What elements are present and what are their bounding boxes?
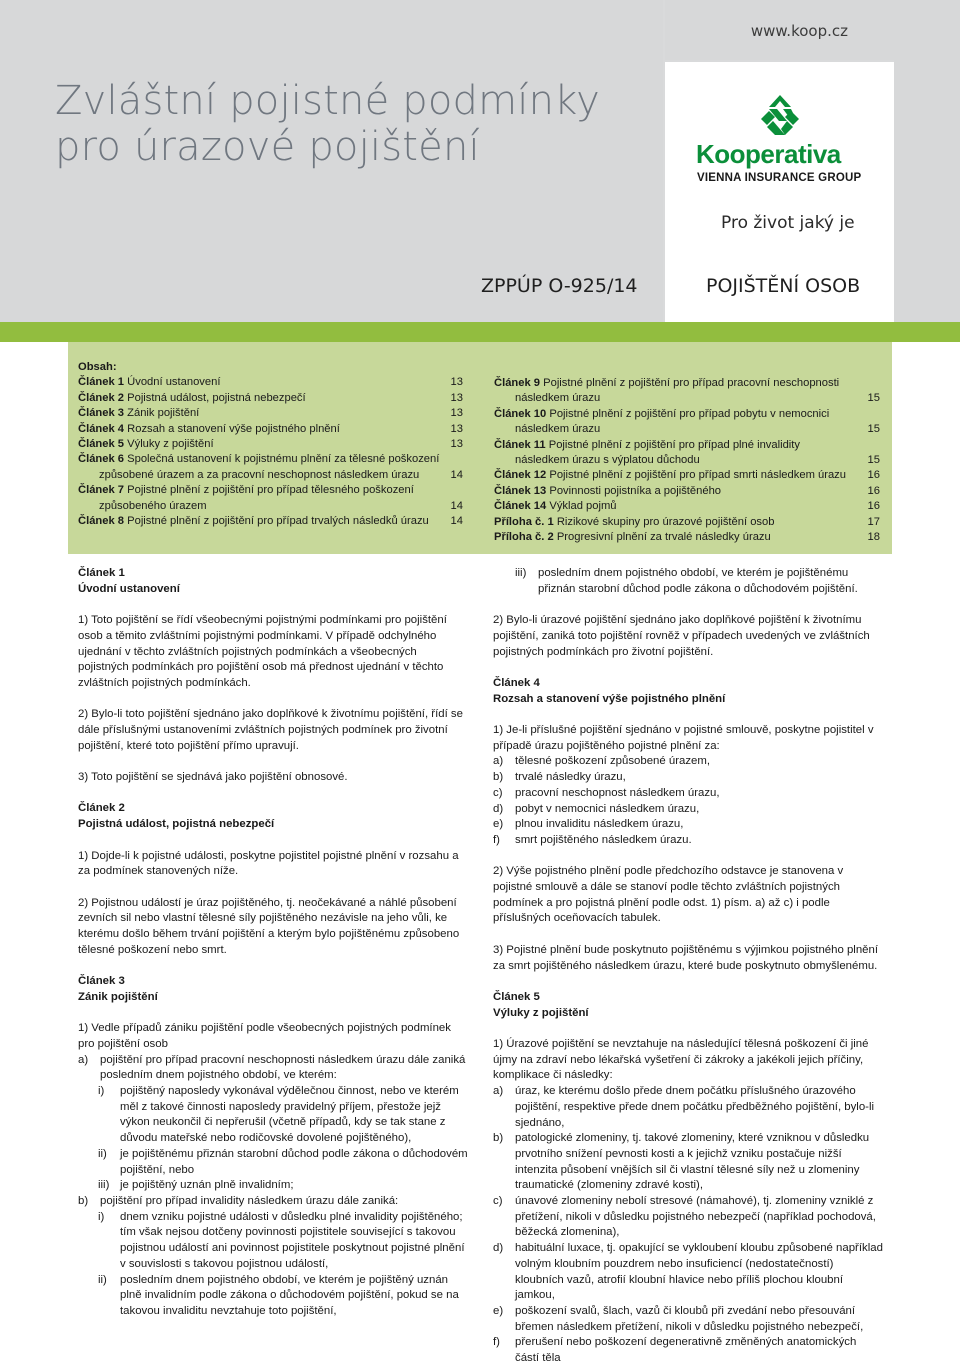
toc-page-number: 13: [450, 438, 463, 451]
logo-wordmark: Kooperativa: [696, 139, 841, 169]
toc-entry-key: Článek 8: [78, 515, 125, 528]
toc-right-column: [494, 376, 880, 545]
toc-page-number: 16: [867, 469, 880, 482]
toc-entry[interactable]: [494, 515, 880, 530]
toc-entry[interactable]: [494, 499, 880, 514]
article-2-heading: Pojistná událost, pojistná nebezpečí: [78, 818, 275, 831]
article-2-number: Článek 2: [78, 802, 125, 815]
article-4-paragraph: 3) Pojistné plnění bude poskytnuto pojištěnému s výjimkou pojistného plnění za smrt pojištěného následkem úrazu, které bude poskytnuto obmyšlenému.: [493, 943, 878, 972]
toc-entry[interactable]: [78, 391, 463, 406]
list-item: e) plnou invaliditu následkem úrazu,: [493, 818, 684, 831]
article-4-heading: Rozsah a stanovení výše pojistného plnění: [493, 692, 726, 705]
article-2-paragraph: 2) Pojistnou událostí je úraz pojištěného, tj. neočekávané a náhlé působení zevních sil nebo vlastní tělesné síly pojištěného nezávisle na jeho vůli, ke kterému došlo během trvání pojištění a kterým bylo pojištěnému způsobeno tělesné poškození nebo smrt.: [78, 896, 460, 956]
list-item: c) pracovní neschopnost následkem úrazu,: [493, 786, 720, 799]
toc-entry-title-cont: následkem úrazu: [515, 423, 601, 436]
toc-entry-title: Výklad pojmů: [549, 500, 617, 513]
toc-entry-title: Zánik pojištění: [127, 407, 200, 420]
toc-entry-title: Pojistné plnění z pojištění pro případ plné invalidity: [548, 438, 800, 451]
list-item: a) tělesné poškození způsobené úrazem,: [493, 755, 711, 768]
green-divider-bar: [0, 322, 960, 342]
document-code: ZPPÚP O-925/14: [481, 275, 638, 297]
list-item: d) habituální luxace, tj. opakující se vykloubení kloubu způsobené například volným kloubním pouzdrem nebo insuficiencí (nedostatečností) kloubních vazů, atrofií kloubní hlavice nebo příliš plochou kloubní jamkou,: [493, 1242, 883, 1302]
body-right-column: [493, 566, 883, 1367]
toc-entry[interactable]: [494, 468, 880, 483]
toc-entry-title: Povinnosti pojistníka a pojištěného: [549, 484, 722, 497]
toc-entry-title: Rizikové skupiny pro úrazové pojištění osob: [556, 515, 775, 528]
title-line-2: pro úrazové pojištění: [55, 124, 480, 170]
toc-entry[interactable]: [78, 437, 463, 452]
toc-entry-key: Článek 4: [78, 422, 125, 435]
toc-page-number: 18: [867, 531, 880, 544]
list-item: i) dnem vzniku pojistné události v důsledku plné invalidity pojištěného; tím však nejsou dotčeny povinnosti pojistitele související s takovou pojistnou událostí ani povinnost pojistitele poskytnout pojistné plnění v souvislosti s takovou pojistnou událostí,: [98, 1210, 465, 1270]
toc-entry-key: Článek 11: [494, 438, 546, 451]
toc-page-number: 16: [867, 484, 880, 497]
toc-page-number: 13: [450, 407, 463, 420]
article-3-paragraph: 2) Bylo-li úrazové pojištění sjednáno jako doplňkové pojištění k životnímu pojištění, zaniká toto pojištění rovněž v případech uvedených ve zvláštních pojistných podmínkách pro životní pojištění.: [493, 614, 870, 658]
toc-page-number: 13: [450, 422, 463, 435]
toc-page-number: 13: [450, 376, 463, 389]
toc-page-number: 13: [450, 391, 463, 404]
toc-entry[interactable]: [78, 483, 463, 514]
article-2-paragraph: 1) Dojde-li k pojistné události, poskytne pojistitel pojistné plnění v rozsahu a za podmínek stanovených níže.: [78, 849, 459, 878]
article-4-number: Článek 4: [493, 676, 540, 689]
page-header: [0, 0, 960, 322]
article-5-number: Článek 5: [493, 990, 540, 1003]
list-item: f) přerušení nebo poškození degenerativně změněných anatomických částí těla: [493, 1336, 857, 1365]
toc-entry-key: Článek 6: [78, 453, 125, 466]
article-4-paragraph: 1) Je-li příslušné pojištění sjednáno v pojistné smlouvě, poskytne pojistitel v případě úrazu pojištěného pojistné plnění za:: [493, 723, 874, 752]
table-of-contents: [68, 342, 892, 554]
toc-entry-title: Pojistné plnění z pojištění pro případ smrti následkem úrazu: [549, 469, 846, 482]
list-item: b) pojištění pro případ invalidity následkem úrazu dále zaniká:: [78, 1195, 399, 1207]
header-right-strip: [894, 0, 960, 322]
list-item: iii) posledním dnem pojistného období, ve kterém je pojištěnému přiznán starobní důchod podle zákona o důchodovém pojištění.: [515, 567, 858, 595]
toc-page-number: 14: [450, 468, 463, 481]
toc-entry-key: Článek 1: [78, 376, 125, 389]
article-3-paragraph: 1) Vedle případů zániku pojištění podle všeobecných pojistných podmínek pro pojištění osob: [78, 1022, 451, 1050]
toc-entry-title: Pojistná událost, pojistná nebezpečí: [127, 391, 306, 404]
list-item: iii) je pojištěný uznán plně invalidním;: [98, 1179, 294, 1192]
toc-page-number: 15: [867, 423, 880, 436]
toc-left-column: [78, 360, 463, 529]
list-item: a) pojištění pro případ pracovní neschopnosti následkem úrazu dále zaniká posledním dnem pojistného období, ve kterém:: [78, 1053, 466, 1082]
toc-entry-title: Společná ustanovení k pojistnému plnění za tělesné poškození: [127, 453, 440, 466]
toc-entry-key: Článek 10: [494, 407, 547, 420]
logo-subtitle: VIENNA INSURANCE GROUP: [697, 172, 862, 184]
slogan: Pro život jaký je: [721, 213, 855, 233]
toc-entry-key: Článek 14: [494, 500, 547, 513]
toc-entry-title: Progresivní plnění za trvalé následky úrazu: [556, 531, 771, 544]
list-item: a) úraz, ke kterému došlo přede dnem počátku příslušného úrazového pojištění, respektive přede dnem počátku předběžného pojištění, bylo-li sjednáno,: [493, 1085, 875, 1129]
toc-entry-title: Pojistné plnění z pojištění pro případ tělesného poškození: [127, 484, 414, 497]
toc-entry-title: Pojistné plnění z pojištění pro případ pracovní neschopnosti: [543, 377, 840, 389]
toc-entry-key: Článek 12: [494, 469, 547, 482]
toc-page-number: 14: [450, 515, 463, 528]
article-1-heading: Úvodní ustanovení: [78, 582, 180, 595]
toc-entry-title: Pojistné plnění z pojištění pro případ pobytu v nemocnici: [549, 407, 830, 420]
toc-page-number: 14: [450, 499, 463, 512]
list-item: i) pojištěný naposledy vykonával výdělečnou činnost, nebo ve kterém měl z takové činnosti naposledy pravidelný příjem, přestože jejž výkon neukončil či nepřerušil (včetně případů, kdy se tak stane z důvodu mateřské nebo rodičovské dovolené pojištěného),: [98, 1085, 459, 1145]
article-3-heading: Zánik pojištění: [78, 990, 158, 1003]
toc-entry-key: Příloha č. 2: [494, 531, 554, 544]
page-title: [55, 78, 600, 170]
toc-entry[interactable]: [494, 438, 880, 469]
toc-entry-title-cont: následkem úrazu s výplatou důchodu: [515, 454, 700, 467]
article-1-paragraph: 3) Toto pojištění se sjednává jako pojištění obnosové.: [78, 771, 348, 784]
toc-entry[interactable]: [494, 407, 880, 438]
list-item: c) únavové zlomeniny nebolí stresové (námahové), tj. zlomeniny vzniklé z přetížení, nikoli v důsledku pojistného nebezpečí (například pochodová, běžecká zlomenina),: [493, 1195, 876, 1239]
toc-entry-key: Článek 7: [78, 484, 125, 497]
website-url[interactable]: www.koop.cz: [750, 22, 848, 40]
toc-page-number: 15: [867, 454, 880, 467]
article-1-paragraph: 2) Bylo-li toto pojištění sjednáno jako doplňkové k životnímu pojištění, řídí se dále příslušnými ustanoveními zvláštních pojistných podmínek pro životní pojištění, které toto pojištění přímo upravují.: [78, 708, 463, 752]
list-item: ii) je pojištěnému přiznán starobní důchod podle zákona o důchodovém pojištění, nebo: [98, 1147, 468, 1176]
toc-entry-key: Článek 9: [494, 377, 541, 389]
toc-page-number: 16: [867, 500, 880, 513]
toc-entry[interactable]: [494, 530, 880, 545]
toc-entry-title-cont: způsobeného úrazem: [99, 499, 207, 512]
toc-entry-key: Článek 5: [78, 438, 125, 451]
list-item: e) poškození svalů, šlach, vazů či kloubů při zvedání nebo přesouvání břemen následkem přetížení, nikoli v důsledku pojistného nebezpečí,: [493, 1304, 864, 1333]
kooperativa-logo: [693, 93, 869, 189]
section-name: POJIŠTĚNÍ OSOB: [706, 275, 861, 297]
article-3-number: Článek 3: [78, 975, 125, 988]
toc-entry-title-cont: způsobené úrazem a za pracovní neschopnost následkem úrazu: [99, 468, 420, 481]
toc-entry[interactable]: [78, 375, 463, 390]
toc-entry-key: Příloha č. 1: [494, 515, 554, 528]
toc-entry-key: Článek 3: [78, 407, 125, 420]
toc-page-number: 17: [867, 515, 880, 528]
toc-entry[interactable]: [78, 406, 463, 421]
toc-entry[interactable]: [494, 376, 880, 407]
toc-entry[interactable]: [78, 422, 463, 437]
article-1-paragraph: 1) Toto pojištění se řídí všeobecnými pojistnými podmínkami pro pojištění osob a těmito zvláštními pojistnými podmínkami. V případě odchylného ujednání v těchto zvláštních pojistných podmínkách a všeobecných pojistných podmínkách pro pojištění osob má přednost ujednání v těchto zvláštních pojistných podmínkách.: [78, 614, 447, 689]
toc-entry-key: Článek 2: [78, 391, 125, 404]
toc-title: Obsah:: [78, 361, 117, 373]
list-item: f) smrt pojištěného následkem úrazu.: [493, 833, 692, 846]
toc-entry-title-cont: následkem úrazu: [515, 392, 601, 405]
article-4-paragraph: 2) Výše pojistného plnění podle předchozího odstavce je stanovena v pojistné smlouvě a dále se stanoví podle těchto zvláštních pojistných podmínek a pro pojistná plnění podle odst. 1) písm. a) až c) i podle příslušných oceňovacích tabulek.: [493, 865, 844, 925]
toc-entry[interactable]: [78, 514, 463, 529]
body-left-column: [78, 566, 468, 1320]
toc-entry-key: Článek 13: [494, 484, 547, 497]
list-item: ii) posledním dnem pojistného období, ve kterém je pojištěný uznán plně invalidním podle zákona o důchodovém pojištění, pokud se na takovou invaliditu nevztahuje toto pojištění,: [98, 1273, 459, 1317]
toc-entry-title: Rozsah a stanovení výše pojistného plnění: [127, 422, 340, 435]
toc-entry-title: Pojistné plnění z pojištění pro případ trvalých následků úrazu: [127, 515, 429, 528]
list-item: b) patologické zlomeniny, tj. takové zlomeniny, které vzniknou v důsledku prvotního snížení pevnosti kosti a k jejichž vzniku postačuje nižší intenzita působení vnějších sil či vlastní tělesné síly než u zlomeniny traumatické (zlomeniny zdravé kosti),: [493, 1132, 870, 1192]
title-line-1: Zvláštní pojistné podmínky: [55, 78, 600, 124]
toc-entry-title: Výluky z pojištění: [127, 438, 214, 451]
list-item: d) pobyt v nemocnici následkem úrazu,: [493, 802, 700, 815]
kooperativa-logo-icon: [755, 93, 805, 139]
article-1-number: Článek 1: [78, 567, 125, 579]
list-item: b) trvalé následky úrazu,: [493, 771, 626, 784]
article-5-heading: Výluky z pojištění: [493, 1006, 589, 1019]
toc-page-number: 15: [867, 392, 880, 405]
toc-entry[interactable]: [78, 452, 463, 483]
article-5-paragraph: 1) Úrazové pojištění se nevztahuje na následující tělesná poškození či jiné újmy na zdraví nebo lékařská vyšetření či zákroky a jakékoli jejich příčiny, komplikace či následky:: [493, 1037, 869, 1082]
toc-entry-title: Úvodní ustanovení: [127, 376, 221, 389]
toc-entry[interactable]: [494, 484, 880, 499]
